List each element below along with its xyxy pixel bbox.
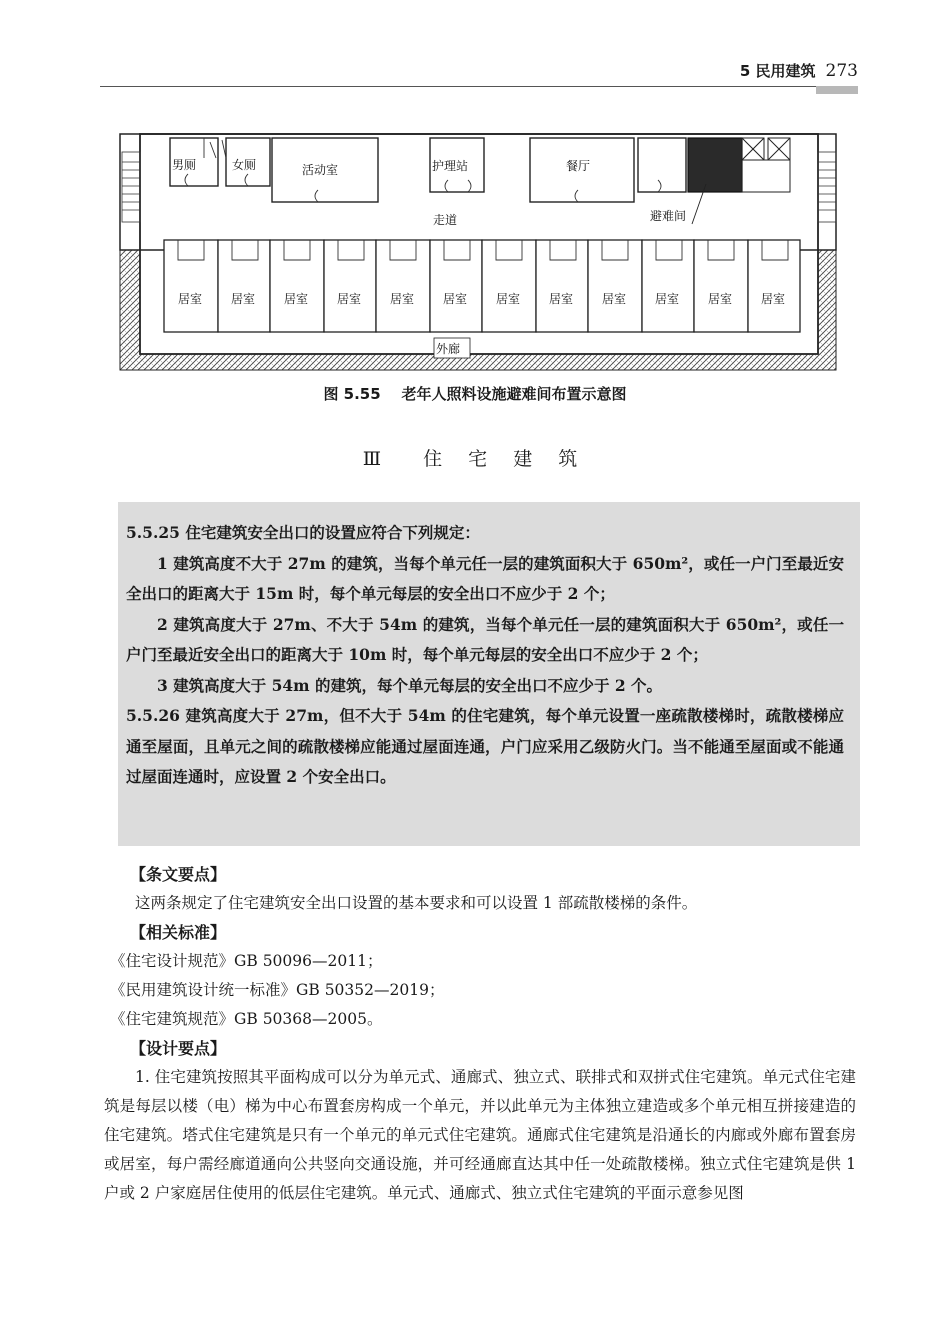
label-bedroom: 居室 [390, 292, 415, 306]
left-staircase [122, 152, 140, 222]
clause-5-5-25-item-3: 3 建筑高度大于 54m 的建筑，每个单元每层的安全出口不应少于 2 个。 [157, 675, 663, 695]
floor-plan-figure [118, 132, 838, 372]
standard-item: 《民用建筑设计统一标准》GB 50352—2019； [110, 981, 445, 999]
label-bedroom: 居室 [284, 292, 309, 306]
clause-5-5-25-item-2: 2 建筑高度大于 27m、不大于 54m 的建筑，当每个单元任一层的建筑面积大于 650m²，或任一户门至最近安全出口的距离大于 10m 时，每个单元每层的安全出口不应少于 2 个； [126, 614, 844, 664]
commentary [104, 860, 856, 1208]
label-outer-corridor: 外廊 [436, 342, 461, 356]
label-refuge-room: 避难间 [650, 209, 687, 223]
running-head-text [740, 60, 858, 81]
right-staircase [818, 152, 836, 222]
figure-caption: 图 5.55 老年人照料设施避难间布置示意图 [323, 385, 627, 403]
header-decoration-bar [816, 86, 858, 94]
design-points-heading: 【设计要点】 [130, 1039, 227, 1058]
key-points-heading: 【条文要点】 [130, 865, 227, 884]
section-title: Ⅲ 住 宅 建 筑 [362, 448, 588, 470]
running-head [100, 58, 858, 87]
label-bedroom: 居室 [337, 292, 362, 306]
label-bedroom: 居室 [178, 292, 203, 306]
related-standards-heading: 【相关标准】 [130, 923, 227, 942]
label-bedroom: 居室 [496, 292, 521, 306]
clause-text [126, 518, 844, 793]
label-dining-hall: 餐厅 [566, 159, 591, 173]
label-bedroom: 居室 [655, 292, 680, 306]
label-female-toilet: 女厕 [232, 158, 257, 172]
label-bedroom: 居室 [231, 292, 256, 306]
label-nursing-station: 护理站 [432, 159, 469, 173]
label-bedroom: 居室 [761, 292, 786, 306]
label-bedroom: 居室 [443, 292, 468, 306]
label-bedroom: 居室 [708, 292, 733, 306]
page-number: 273 [825, 61, 858, 81]
standard-item: 《住宅建筑规范》GB 50368—2005。 [110, 1010, 383, 1028]
clause-5-5-25-item-1: 1 建筑高度不大于 27m 的建筑，当每个单元任一层的建筑面积大于 650m²，或任一户门至最近安全出口的距离大于 15m 时，每个单元每层的安全出口不应少于 2 个； [126, 553, 844, 603]
chapter-title: 5 民用建筑 [739, 62, 816, 80]
elevators [742, 138, 790, 192]
floor-plan-svg [118, 132, 838, 372]
label-corridor: 走道 [433, 213, 458, 227]
clause-box [118, 502, 860, 846]
label-activity-room: 活动室 [302, 163, 339, 177]
label-bedroom: 居室 [549, 292, 574, 306]
standard-item: 《住宅设计规范》GB 50096—2011； [110, 952, 383, 970]
label-male-toilet: 男厕 [172, 158, 197, 172]
key-points-text: 这两条规定了住宅建筑安全出口设置的基本要求和可以设置 1 部疏散楼梯的条件。 [135, 894, 698, 912]
refuge-room-fill [688, 138, 742, 192]
label-bedroom: 居室 [602, 292, 627, 306]
clause-5-5-25-head: 5.5.25 住宅建筑安全出口的设置应符合下列规定： [126, 523, 480, 542]
clause-5-5-26: 5.5.26 建筑高度大于 27m，但不大于 54m 的住宅建筑，每个单元设置一座疏散楼梯时，疏散楼梯应通至屋面，且单元之间的疏散楼梯应能通过屋面连通，户门应采用乙级防火门。当不能通至屋面或不能通过屋面连通时，应设置 2 个安全出口。 [126, 706, 844, 786]
bedroom-row [164, 240, 800, 332]
design-points-text: 1. 住宅建筑按照其平面构成可以分为单元式、通廊式、独立式、联排式和双拼式住宅建筑。单元式住宅建筑是每层以楼（电）梯为中心布置套房构成一个单元，并以此单元为主体独立建造或多个单元相互拼接建造的住宅建筑。塔式住宅建筑是只有一个单元的单元式住宅建筑。通廊式住宅建筑是沿通长的内廊或外廊布置套房或居室，每户需经廊道通向公共竖向交通设施，并可经通廊直达其中任一处疏散楼梯。独立式住宅建筑是供 1 户或 2 户家庭居住使用的低层住宅建筑。单元式、通廊式、独立式住宅建筑的平面示意参见图 [104, 1068, 856, 1202]
